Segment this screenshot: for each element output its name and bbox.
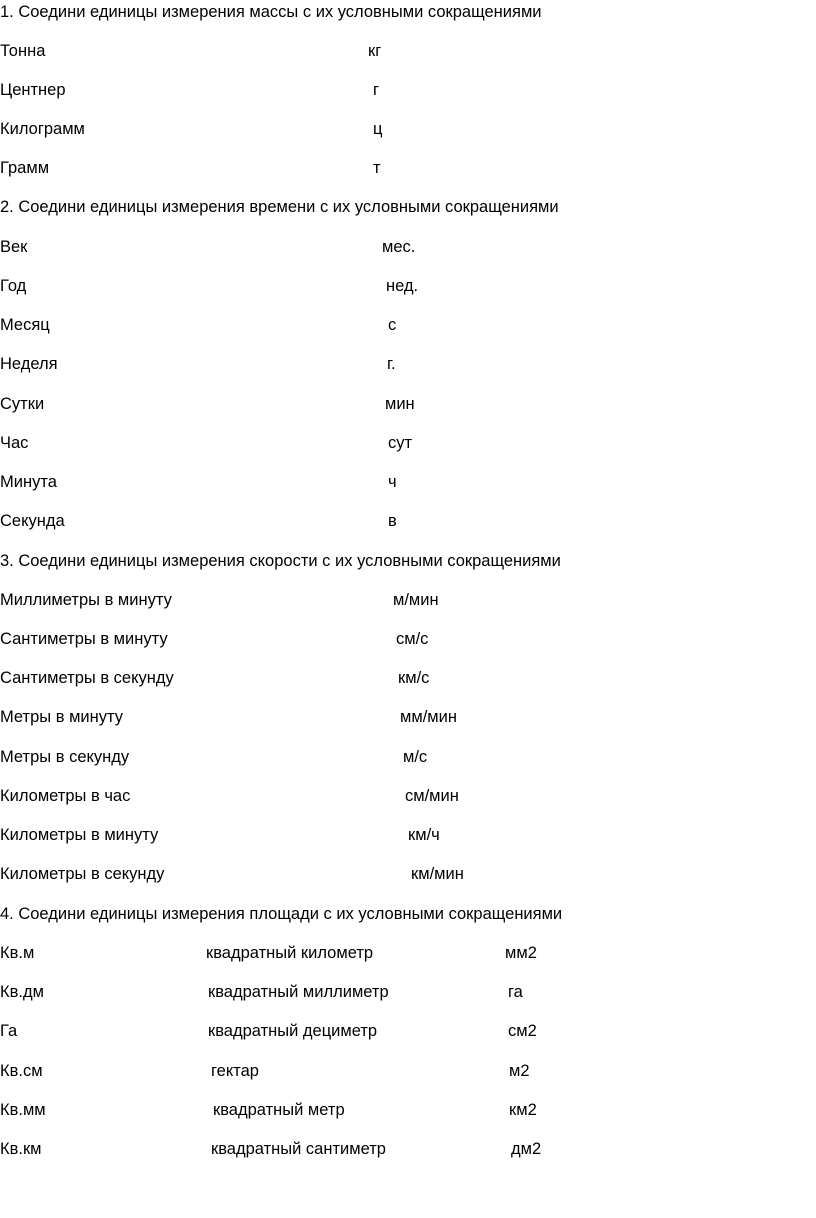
area-symbol-label: га bbox=[508, 983, 523, 1001]
speed-abbr-label: км/ч bbox=[408, 826, 440, 844]
speed-unit-label: Метры в минуту bbox=[0, 708, 124, 726]
time-unit-label: Неделя bbox=[0, 355, 58, 373]
time-unit-label: Секунда bbox=[0, 512, 65, 530]
speed-abbr-label: м/с bbox=[403, 748, 428, 766]
area-abbr-label: Кв.км bbox=[0, 1140, 42, 1158]
time-abbr-label: г. bbox=[387, 355, 396, 373]
mass-unit-label: Килограмм bbox=[0, 120, 85, 138]
section-2-title: 2. Соедини единицы измерения времени с их условными сокращениями bbox=[0, 198, 559, 216]
area-symbol-label: дм2 bbox=[511, 1140, 542, 1158]
time-unit-label: Сутки bbox=[0, 395, 45, 413]
speed-unit-label: Метры в секунду bbox=[0, 748, 130, 766]
mass-unit-label: Центнер bbox=[0, 81, 66, 99]
area-symbol-label: км2 bbox=[509, 1101, 537, 1119]
time-unit-label: Час bbox=[0, 434, 29, 452]
speed-unit-label: Километры в час bbox=[0, 787, 131, 805]
section-1-title: 1. Соедини единицы измерения массы с их условными сокращениями bbox=[0, 3, 542, 21]
area-symbol-label: м2 bbox=[509, 1062, 530, 1080]
speed-abbr-label: см/мин bbox=[405, 787, 459, 805]
area-symbol-label: см2 bbox=[508, 1022, 537, 1040]
speed-abbr-label: см/с bbox=[396, 630, 429, 648]
area-abbr-label: Кв.см bbox=[0, 1062, 43, 1080]
area-symbol-label: мм2 bbox=[505, 944, 537, 962]
time-abbr-label: нед. bbox=[386, 277, 419, 295]
time-unit-label: Минута bbox=[0, 473, 57, 491]
time-unit-label: Месяц bbox=[0, 316, 50, 334]
speed-unit-label: Сантиметры в минуту bbox=[0, 630, 168, 648]
time-abbr-label: мес. bbox=[382, 238, 416, 256]
time-unit-label: Век bbox=[0, 238, 28, 256]
speed-unit-label: Сантиметры в секунду bbox=[0, 669, 174, 687]
speed-abbr-label: км/мин bbox=[411, 865, 464, 883]
area-unit-label: гектар bbox=[211, 1062, 259, 1080]
mass-unit-label: Тонна bbox=[0, 42, 46, 60]
mass-abbr-label: кг bbox=[368, 42, 382, 60]
mass-unit-label: Грамм bbox=[0, 159, 50, 177]
area-abbr-label: Га bbox=[0, 1022, 18, 1040]
time-abbr-label: мин bbox=[385, 395, 415, 413]
time-unit-label: Год bbox=[0, 277, 27, 295]
area-unit-label: квадратный метр bbox=[213, 1101, 345, 1119]
area-abbr-label: Кв.дм bbox=[0, 983, 44, 1001]
time-abbr-label: ч bbox=[388, 473, 397, 491]
speed-unit-label: Километры в минуту bbox=[0, 826, 159, 844]
speed-abbr-label: км/с bbox=[398, 669, 430, 687]
time-abbr-label: в bbox=[388, 512, 397, 530]
area-unit-label: квадратный сантиметр bbox=[211, 1140, 386, 1158]
mass-abbr-label: г bbox=[373, 81, 380, 99]
time-abbr-label: сут bbox=[388, 434, 413, 452]
time-abbr-label: с bbox=[388, 316, 397, 334]
section-4-title: 4. Соедини единицы измерения площади с их условными сокращениями bbox=[0, 905, 563, 923]
section-3-title: 3. Соедини единицы измерения скорости с их условными сокращениями bbox=[0, 552, 561, 570]
speed-abbr-label: мм/мин bbox=[400, 708, 457, 726]
mass-abbr-label: ц bbox=[373, 120, 383, 138]
speed-abbr-label: м/мин bbox=[393, 591, 439, 609]
area-abbr-label: Кв.м bbox=[0, 944, 35, 962]
mass-abbr-label: т bbox=[373, 159, 381, 177]
area-unit-label: квадратный дециметр bbox=[208, 1022, 378, 1040]
area-unit-label: квадратный миллиметр bbox=[208, 983, 389, 1001]
area-abbr-label: Кв.мм bbox=[0, 1101, 46, 1119]
speed-unit-label: Миллиметры в минуту bbox=[0, 591, 172, 609]
speed-unit-label: Километры в секунду bbox=[0, 865, 165, 883]
area-unit-label: квадратный километр bbox=[206, 944, 374, 962]
